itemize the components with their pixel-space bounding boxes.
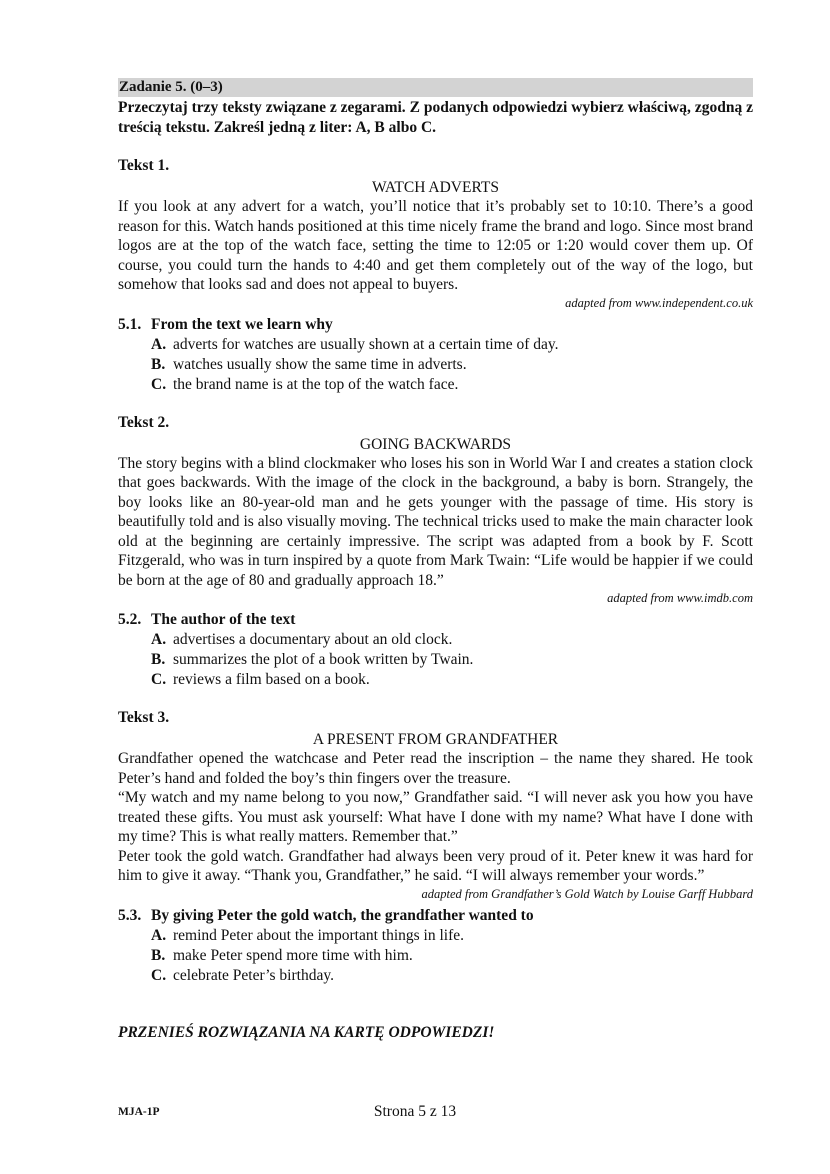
text-body [118, 749, 753, 886]
option-letter: C. [151, 375, 167, 393]
text-source: adapted from www.imdb.com [607, 591, 753, 605]
text-paragraph: Peter took the gold watch. Grandfather had always been very proud of it. Peter knew it was hard for him to give it away. “Thank you, Grandfather,” he said. “I will always remember your words.” [118, 847, 753, 884]
option-letter: B. [151, 355, 166, 373]
question-number: 5.2. [118, 611, 142, 628]
option-text: watches usually show the same time in adverts. [173, 355, 467, 373]
option-text: summarizes the plot of a book written by Twain. [173, 651, 474, 668]
option-letter: A. [151, 926, 167, 944]
answer-option-a[interactable] [151, 335, 753, 355]
question-stem: The author of the text [151, 611, 296, 628]
answer-options [151, 335, 753, 395]
question-number: 5.1. [118, 315, 142, 333]
option-letter: A. [151, 631, 167, 648]
text-paragraph: The story begins with a blind clockmaker who loses his son in World War I and creates a station clock that goes backwards. With the image of the clock in the background, a baby is born. Strangely, the boy looks like an 80-year-old man and he gets younger with the passage of time. His story is beautifully told and is also visually moving. The technical tricks used to make the main character look old at the beginning are certainly impressive. The script was adapted from a book by F. Scott Fitzgerald, who was in turn inspired by a quote from Mark Twain: “Life would be happier if we could be born at the age of 80 and gradually approach 18.” [118, 454, 753, 589]
question-stem: By giving Peter the gold watch, the grandfather wanted to [151, 906, 534, 924]
question-number: 5.3. [118, 906, 142, 924]
answer-option-a[interactable] [151, 926, 753, 946]
option-letter: C. [151, 966, 167, 984]
text-body [118, 454, 753, 591]
answer-option-a[interactable] [151, 630, 753, 650]
transfer-answers-note: PRZENIEŚ ROZWIĄZANIA NA KARTĘ ODPOWIEDZI! [118, 1023, 495, 1041]
answer-option-c[interactable] [151, 966, 753, 986]
task-heading: Zadanie 5. (0–3) [118, 78, 753, 97]
text-title: GOING BACKWARDS [359, 435, 512, 453]
text-paragraph: “My watch and my name belong to you now,” Grandfather said. “I will never ask you how you have treated these gifts. You must ask yourself: What have I done with my name? What have I done with my time? This is what really matters. Remember that.” [118, 789, 753, 845]
text-label: Tekst 2. [118, 413, 170, 431]
option-text: the brand name is at the top of the watch face. [173, 375, 459, 393]
option-text: advertises a documentary about an old clock. [173, 631, 453, 648]
option-letter: B. [151, 651, 166, 668]
text-source: adapted from Grandfather’s Gold Watch by Louise Garff Hubbard [421, 886, 753, 901]
question-stem: From the text we learn why [151, 315, 333, 333]
text-paragraph: Grandfather opened the watchcase and Peter read the inscription – the name they shared. He took Peter’s hand and folded the boy’s thin fingers over the treasure. [118, 750, 753, 787]
text-body [118, 197, 753, 295]
text-title: WATCH ADVERTS [372, 179, 499, 196]
option-text: adverts for watches are usually shown at a certain time of day. [173, 335, 559, 353]
answer-option-c[interactable] [151, 375, 753, 395]
option-text: remind Peter about the important things in life. [173, 926, 464, 944]
answer-options [151, 926, 753, 986]
task-instruction: Przeczytaj trzy teksty związane z zegarami. Z podanych odpowiedzi wybierz właściwą, zgodną z treścią tekstu. Zakreśl jedną z liter: A, B albo C. [118, 99, 753, 136]
text-label: Tekst 3. [118, 709, 170, 726]
answer-option-b[interactable] [151, 946, 753, 966]
option-letter: C. [151, 671, 167, 688]
text-title: A PRESENT FROM GRANDFATHER [312, 731, 559, 748]
text-source: adapted from www.independent.co.uk [565, 295, 753, 310]
text-label: Tekst 1. [118, 157, 170, 174]
option-letter: A. [151, 335, 167, 353]
answer-option-b[interactable] [151, 650, 753, 670]
option-text: make Peter spend more time with him. [173, 946, 413, 964]
option-text: reviews a film based on a book. [173, 671, 370, 688]
exam-code: MJA-1P [118, 1106, 160, 1118]
option-letter: B. [151, 946, 166, 964]
page-content [118, 78, 753, 1042]
option-text: celebrate Peter’s birthday. [173, 966, 334, 984]
question [118, 610, 753, 630]
page-number: Strona 5 z 13 [373, 1103, 457, 1120]
answer-option-c[interactable] [151, 670, 753, 690]
text-section-2 [118, 413, 753, 691]
answer-option-b[interactable] [151, 355, 753, 375]
text-section-3 [118, 708, 753, 986]
question [118, 906, 753, 926]
answer-options [151, 630, 753, 690]
text-paragraph: If you look at any advert for a watch, you’ll notice that it’s probably set to 10:10. There’s a good reason for this. Watch hands positioned at this time nicely frame the brand and logo. Since most brand logos are at the top of the watch face, setting the time to 12:05 or 1:20 would cover them up. Of course, you could turn the hands to 4:40 and get them completely out of the way of the logo, but somehow that looks sad and does not appeal to buyers. [118, 198, 753, 293]
text-section-1 [118, 156, 753, 395]
question [118, 315, 753, 335]
